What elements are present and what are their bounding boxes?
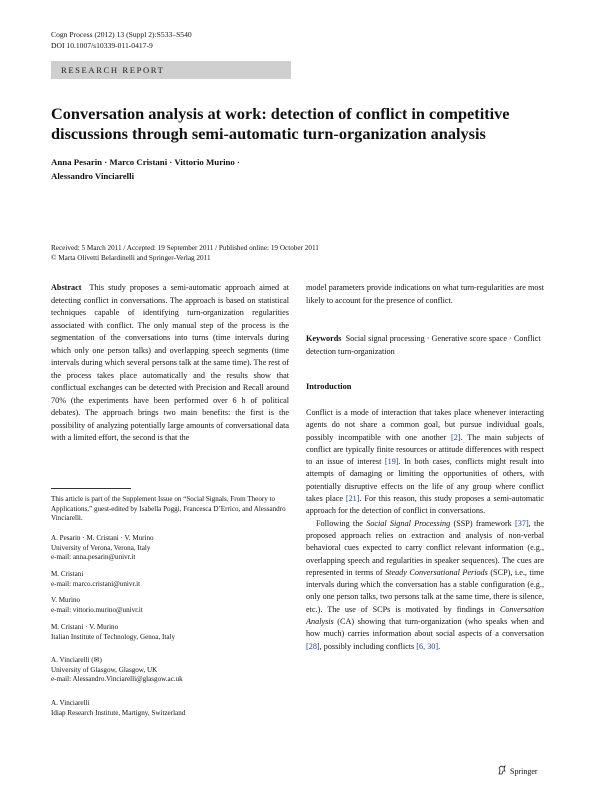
affiliation-names: A. Vinciarelli — [51, 699, 90, 707]
introduction-heading: Introduction — [306, 382, 352, 391]
paper-title: Conversation analysis at work: detection of conflict in competitive discussions through semi-automatic turn-organization analysis — [51, 104, 510, 143]
keywords — [306, 333, 544, 358]
affiliation-email: e-mail: Alessandro.Vinciarelli@glasgow.ac.uk — [51, 675, 183, 684]
citation-link[interactable]: [28] — [306, 641, 320, 651]
affiliation-institution: Italian Institute of Technology, Genoa, Italy — [51, 632, 176, 641]
springer-horse-icon — [497, 765, 507, 775]
citation-link[interactable]: [37] — [515, 518, 529, 528]
affiliation-email: e-mail: vittorio.murino@univr.it — [51, 605, 143, 614]
author-list — [51, 156, 351, 183]
affiliation-2 — [51, 570, 289, 589]
citation-link[interactable]: [21] — [345, 494, 360, 504]
affiliation-names: A. Vinciarelli (✉) — [51, 656, 102, 664]
affiliation-6 — [51, 699, 289, 718]
citation-link[interactable]: [2] — [451, 432, 461, 442]
article-type-banner — [51, 61, 291, 79]
citation-link[interactable]: [19] — [384, 457, 399, 467]
affiliation-5 — [51, 656, 289, 685]
publisher-mark — [497, 765, 538, 776]
copyright-line: © Marta Olivetti Belardinelli and Springer-Verlag 2011 — [51, 253, 211, 262]
keywords-label: Keywords — [306, 334, 342, 343]
citation-link[interactable]: [6, 30] — [416, 641, 439, 651]
affiliation-1 — [51, 534, 289, 563]
abstract-text: This study proposes a semi-automatic approach aimed at detecting conflict in conversations. The approach is based on statistical techniques capable of identifying turn-organization regularities associated with conflict. The only manual step of the process is the segmentation of the conversations into turns (time intervals during which only one person talks) and overlapping speech segments (time intervals during which several persons talk at the same time). The rest of the process takes place automatically and the results show that conflictual exchanges can be detected with Precision and Recall around 70% (the experiments have been performed over 6 h of political debates). The approach brings two main benefits: the first is the possibility of analyzing potentially large amounts of conversational data with a limited effort, the second is that the — [51, 283, 290, 442]
footnote-separator — [51, 488, 131, 489]
supplement-footnote: This article is part of the Supplement Issue on “Social Signals. From Theory to Applications,” guest-edited by Isabella Poggi, Francesca D’Errico, and Alessandro Vinciarelli. — [51, 495, 286, 523]
affiliation-names: M. Cristani — [51, 570, 84, 578]
affiliation-institution: University of Verona, Verona, Italy — [51, 543, 151, 552]
introduction-body — [306, 407, 544, 653]
affiliation-email: e-mail: anna.pesarin@univr.it — [51, 553, 136, 562]
affiliation-email: e-mail: marco.cristani@univr.it — [51, 579, 141, 588]
affiliation-names: M. Cristani · V. Murino — [51, 623, 119, 631]
affiliation-names: A. Pesarin · M. Cristani · V. Murino — [51, 534, 154, 542]
abstract — [51, 282, 289, 445]
affiliation-institution: University of Glasgow, Glasgow, UK — [51, 665, 158, 674]
affiliation-3 — [51, 596, 289, 615]
affiliation-4 — [51, 623, 289, 642]
dates-line: Received: 5 March 2011 / Accepted: 19 September 2011 / Published online: 19 October 2011 — [51, 244, 319, 252]
authors-line-2: Alessandro Vinciarelli — [51, 170, 135, 181]
journal-citation: Cogn Process (2012) 13 (Suppl 2):S533–S540 — [51, 30, 192, 39]
journal-header — [51, 30, 192, 51]
publication-history — [51, 244, 319, 264]
keywords-text: Social signal processing · Generative score space · Conflict detection turn-organization — [306, 334, 541, 356]
abstract-continued: model parameters provide indications on what turn-regularities are most likely to account for the presence of conflict. — [306, 283, 544, 305]
article-type-label: RESEARCH REPORT — [61, 65, 165, 75]
intro-paragraph-2: Following the Social Signal Processing (SSP) framework [37], the proposed approach relies on extraction and analysis of non-verbal behavioral cues expected to carry conflict relevant information (e.g., overlapping speech and regularities in speaker sequences). The cues are represented in terms of Steady Conversational Periods (SCP), i.e., time intervals during which the conversation has a stable configuration (e.g., only one person talks, two persons talk at the same time, there is silence, etc.). The use of SCPs is motivated by findings in Conversation Analysis (CA) showing that turn-organization (who speaks when and how much) carries information about social aspects of a conversation [28], possibly including conflicts [6, 30]. — [306, 518, 544, 651]
doi: DOI 10.1007/s10339-011-0417-9 — [51, 40, 153, 50]
abstract-label: Abstract — [51, 283, 82, 292]
publisher-name: Springer — [510, 767, 538, 776]
affiliation-names: V. Murino — [51, 596, 81, 604]
authors-line-1: Anna Pesarin · Marco Cristani · Vittorio Murino · — [51, 157, 240, 167]
affiliation-institution: Idiap Research Institute, Martigny, Switzerland — [51, 708, 186, 717]
intro-paragraph-1: Conflict is a mode of interaction that takes place whenever interacting agents do not share a common goal, but pursue individual goals, possibly incompatible with one another [2]. The main subjects of conflict are typically finite resources or attitude differences with respect to an issue of interest [19]. In both cases, conflicts might result into attempts of damaging or limiting the opportunities of others, with potentially disruptive effects on the life of any group where conflict takes place [21]. For this reason, this study proposes a semi-automatic approach for the detection of conflict in conversations. — [306, 408, 545, 516]
